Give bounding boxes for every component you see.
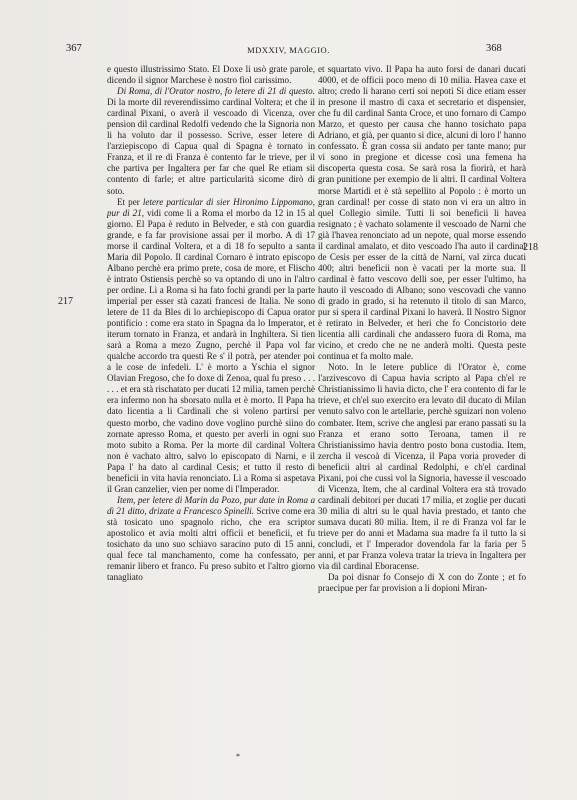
paragraph-heading: Item, per letere di Marin da Pozo, pur date in Roma a dì 21 ditto, drizate a Francesco Spinelli. <box>107 494 315 516</box>
paragraph-lead: Et per <box>117 196 140 207</box>
paragraph-body: Di la morte dil reverendissimo cardinal Voltera; et che il cardinal Pixani, o averà il vescoado di Vicenza, over pension dil cardinal Redolfi vedendo che la Signoria non li ha voluto dar il possesso. Scrive, esser letere di l'arziepiscopo di Capua qual di Spagna è tornato in Franza, et il re di Franza è contento far le trieve, per il che partiva per Ingaltera per far che quel Re etiam sii contento di farle; et altre particularità sicome dirò di soto. <box>107 97 315 196</box>
page-number-left: 367 <box>66 43 82 54</box>
paragraph <box>107 86 315 196</box>
signature-mark: * <box>236 752 240 761</box>
paragraph-body: Scrive come era stà tosicato uno spagnolo richo, che era scriptor apostolico et avia molti altri officii et beneficii, et fu tosichato da uno suo schiavo saracino puto di 15 anni, qual fece tal manchamento, come ha confessato, per remanir libero et franco. Fu preso subito et l'altro giorno tanagliato <box>107 505 315 583</box>
paragraph <box>107 495 315 583</box>
paragraph-heading: letere particular di sier Hironimo Lippomano, pur di 21, <box>107 196 315 218</box>
paragraph: Noto. In le letere publice di l'Orator è, come l'arzivescovo di Capua havia scripto al Papa ch'el re Christianissimo li havia dicto, che l' era contento di far le trieve, et ch'el suo exercito era levato dil ducato di Milan venuto salvo con le artellarie, perchè sguizari non voleno combater. Item, scrive che anglesi par erano passati su la Franza et erano sotto Teroana, tamen il re Christianissimo havia dentro posto bona custodia. Item, zercha il vescoà di Vicenza, il Papa voria proveder di beneficii altri al cardinal Redolphi, e ch'el cardinal Pixani, poi che cussì vol la Signoria, havesse il vescoado di Vicenza, Item, che al cardinal Voltera era stà trovado cardinali debitori per ducati 17 milia, et zoglie per ducati 30 milia di altri su le qual havia prestado, et tanto che sumava ducati 80 milia. Item, il re di Franza vol far le trieve per do anni et Madama sua madre fa il tutto la si concludi, et l' Imperador dovendola far la faria per 5 anni, et par Franza voleva tratar la trieva in Ingaltera per via dil cardinal Eboracense. <box>318 362 526 572</box>
running-title: MDXXIV, MAGGIO. <box>247 45 330 55</box>
page-number-right: 368 <box>486 43 502 54</box>
margin-number-left: 217 <box>58 296 73 307</box>
right-column <box>318 64 526 594</box>
paragraph: e questo illustrissimo Stato. El Doxe li usò grate parole, dicendo il signor Marchese è nostro fiol carissimo. <box>107 64 315 86</box>
paragraph-heading: Di Roma, di l'Orator nostro, fo letere di 21 di questo. <box>117 86 315 97</box>
paragraph <box>107 197 315 495</box>
paragraph: Da poi disnar fo Consejo di X con do Zonte ; et fo praecipue per far provision a li dopioni Miran- <box>318 572 526 594</box>
paragraph: et squartato vivo. Il Papa ha auto forsi de danari ducati 4000, et de officii poco meno di 10 milia. Havea caxe et altro; credo li harano certi soi nepoti Si dice etiam esser in presone il mastro di caxa et secretario et dispensier, che fu dil cardinal Santa Croce, et uno fornaro di Campo Marzo, et questo per causa che hanno tosichato papa Adriano, et già, per quanto si dice, alcuni di loro l' hanno confessato. È gran cossa sii andato per tante mano; pur vi sono in pregione et dicesse così una femena ha discoperta questa cosa. Se sarà rosa la fiorirà, et harà gran punitione per exempio de li altri. Il cardinal Voltera morse Martidì et è stà sepellito al Popolo : è morto un gran cardinal! per cosse di stato non vi era un altro in quel Collegio simile. Tutti li soi beneficii li havea resignato ; è vachato solamente il vescoado de Narni che già l'havea renonciato ad un nepote, qual morse essendo il cardinal amalato, et dito vescoado l'ha auto il cardinal de Cesis per esser de la città de Narni, val zirca ducati 400; altri beneficii non è vacati per la morte sua. Il cardinal è fatto vescovo delli soe, per esser l'ultimo, ha hauto il vescoado di Albano; sono vescovadi che vanno di grado in grado, si ha retenuto il titolo di san Marco, pur si spera il cardinal Pixani lo haverà. Il Nostro Signor è retirato in Belveder, et heri che fo Concistorio dete licentia alli cardinali che andassero fuora di Roma, ma vicino, et credo che ne ne anderà molti. Questa peste continua et fa molto male. <box>318 64 526 362</box>
paragraph-body: vidi come li a Roma el morbo da 12 in 15 al giorno. El Papa è reduto in Belveder, e stà con guardia grande, e fa far provisione assai per il morbo. A dì 17 morse il cardinal Voltera, et a dì 18 fo sepulto a santa Maria dil Popolo. Il cardinal Cornaro è intrato episcopo Albano perchè era primo prete, cosa de more, et Flischo è intrato Ostiensis perchè so va optando di uno in l'altro per ordine. Lì a Roma si ha fato fochi grandi per la parte imperial per esser stà cazati francesi de Italia. Ne sono letere de 11 da Bles di lo archiepiscopo di Capua orator pontificio : come era stato in Spagna da lo Imperator, et iterum tornato in Franza, et andarà in Inghiltera. Si tien sarà a Roma a mezo Zugno, perchè il Papa vol far qualche accordo tra questi Re s' il potrà, per atender poi a le cose de infedeli. L' è morto a Yschia el signor Olavian Fregoso, che fo doxe di Zenoa, qual fu preso . . . . . . et era stà rischatato per ducati 12 milia, tamen perchè era infermo non ha sborsato nulla et è morto. Il Papa ha dato licentia a li Cardinali che si voleno partirsi per questo morbo, che vadino dove voglino purchè siino do zornate apresso Roma, et questo per averli in ogni suo moto subito a Roma. Per la morte dil cardinal Voltera non è vachato altro, salvo lo episcopato di Narni, e il Papa l' ha dato al cardinal Cesis; et tutto il resto di beneficii in vita havia renonciato. Lì a Roma si aspetava il Gran canzelier, vien per nome di l'Imperador. <box>107 207 315 494</box>
left-column <box>107 64 315 583</box>
margin-number-right: 218 <box>523 242 538 253</box>
